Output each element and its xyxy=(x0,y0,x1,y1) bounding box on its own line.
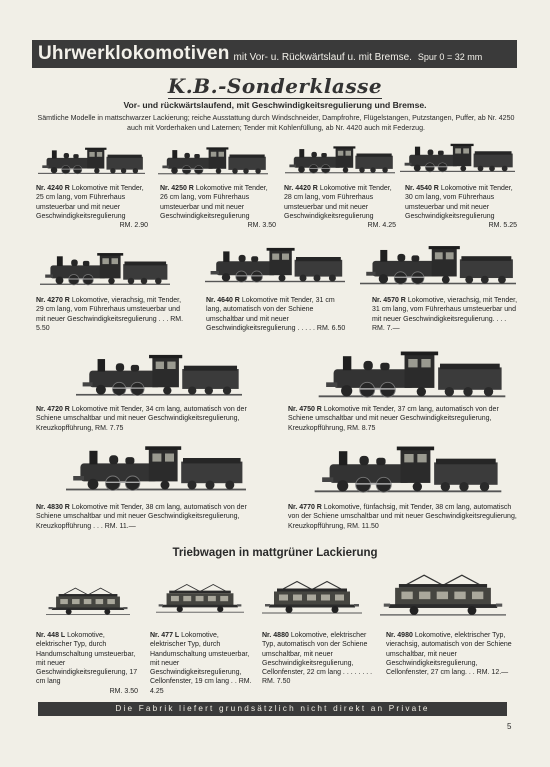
banner-title: Uhrwerklokomotiven xyxy=(38,43,230,64)
loco-image-4270 xyxy=(40,246,170,290)
loco-image-4880 xyxy=(262,572,362,624)
caption-4880: Nr. 4880 Lokomotive, elektrischer Typ, automatisch von der Schiene umschaltbar, mit neuer Geschwindigkeitsregulierung, Cellonfenster, 22 cm lang . . . . . . . . RM. 7.50 xyxy=(262,632,373,686)
caption-4570: Nr. 4570 R Lokomotive, vierachsig, mit Tender, 31 cm lang, vom Führerhaus umsteuerbar und mit neuer Geschwindigkeitsregulierung. . . . RM. 7.— xyxy=(372,297,518,332)
brand-logo: K.B.-Sonderklasse xyxy=(167,74,383,98)
caption-4270: Nr. 4270 R Lokomotive, vierachsig, mit Tender, 29 cm lang, vom Führerhaus umsteuerbar und mit neuer Geschwindigkeitsregulierung . . . RM. 5.50 xyxy=(36,297,184,332)
banner-subtitle: mit Vor- u. Rückwärtslauf u. mit Bremse. xyxy=(233,52,412,63)
intro-text: Sämtliche Modelle in mattschwarzer Lackierung; reiche Ausstattung durch Windschneider, Dampfrohre, Flügelstangen, Putzstangen, Puffer, ab Nr. 4250 auch mit Vorderhaken und Laternen; Tender mit Kohlenfüllung, ab Nr. 4420 auch mit Federzug. xyxy=(37,114,515,132)
loco-image-4540 xyxy=(400,137,515,177)
caption-4240: Nr. 4240 R Lokomotive mit Tender, 25 cm lang, vom Führerhaus umsteuerbar und mit neuer Geschwindigkeitsregulierung RM. 2.90 xyxy=(36,185,148,230)
loco-image-4420 xyxy=(285,139,395,179)
loco-image-477 xyxy=(156,575,244,623)
loco-image-4770 xyxy=(302,440,514,496)
caption-4770: Nr. 4770 R Lokomotive, fünfachsig, mit Tender, 38 cm lang, automatisch von der Schiene umschaltbar und mit neuer Geschwindigkeitsregulierung, Kreuzkopfführung, RM. 11.50 xyxy=(288,504,517,530)
title-banner xyxy=(32,40,517,68)
caption-4750: Nr. 4750 R Lokomotive mit Tender, 37 cm lang, automatisch von der Schiene umschaltbar und mit neuer Geschwindigkeitsregulierung, Kreuzkopfführung, RM. 8.75 xyxy=(288,406,499,432)
caption-4250: Nr. 4250 R Lokomotive mit Tender, 26 cm lang, vom Führerhaus umsteuerbar und mit neuer Geschwindigkeitsregulierung RM. 3.50 xyxy=(160,185,276,230)
loco-image-4750 xyxy=(312,345,512,401)
caption-4720: Nr. 4720 R Lokomotive mit Tender, 34 cm lang, automatisch von der Schiene umschaltbar und mit neuer Geschwindigkeitsregulierung, Kreuzkopfführung, RM. 7.75 xyxy=(36,406,247,432)
page-number: 5 xyxy=(507,722,512,731)
caption-4830: Nr. 4830 R Lokomotive mit Tender, 38 cm lang, automatisch von der Schiene umschaltbar und mit neuer Geschwindigkeitsregulierung, Kreuzkopfführung . . . RM. 11.— xyxy=(36,504,247,530)
caption-4640: Nr. 4640 R Lokomotive mit Tender, 31 cm lang, automatisch von der Schiene umschaltbar und mit neuer Geschwindigkeitsregulierung . . . . . RM. 6.50 xyxy=(206,297,346,332)
loco-image-4980 xyxy=(380,568,506,624)
subheading: Vor- und rückwärtslaufend, mit Geschwindigkeitsregulierung und Bremse. xyxy=(123,100,427,110)
loco-image-4570 xyxy=(360,238,516,290)
loco-image-4640 xyxy=(205,240,345,288)
loco-image-4720 xyxy=(76,348,242,400)
caption-4420: Nr. 4420 R Lokomotive mit Tender, 28 cm lang, vom Führerhaus umsteuerbar und mit neuer Geschwindigkeitsregulierung RM. 4.25 xyxy=(284,185,396,230)
caption-477: Nr. 477 L Lokomotive, elektrischer Typ, durch Handumschaltung umsteuerbar, mit neuer Geschwindigkeitsregulierung, Cellonfenster, 19 cm lang . . RM. 4.25 xyxy=(150,632,252,695)
loco-image-4240 xyxy=(38,140,145,180)
caption-4540: Nr. 4540 R Lokomotive mit Tender, 30 cm lang, vom Führerhaus umsteuerbar und mit neuer Geschwindigkeitsregulierung RM. 5.25 xyxy=(405,185,517,230)
loco-image-448 xyxy=(46,580,130,624)
banner-gauge: Spur 0 = 32 mm xyxy=(417,52,483,62)
caption-4980: Nr. 4980 Lokomotive, elektrischer Typ, vierachsig, automatisch von der Schiene umschaltbar, mit neuer Geschwindigkeitsregulierung, Cellonfenster, 27 cm lang. . . RM. 12.— xyxy=(386,632,512,677)
loco-image-4830 xyxy=(66,437,246,497)
section-title: Triebwagen in mattgrüner Lackierung xyxy=(172,547,378,559)
footer-banner: Die Fabrik liefert grundsätzlich nicht direkt an Private xyxy=(38,702,507,716)
loco-image-4250 xyxy=(158,140,268,180)
caption-448: Nr. 448 L Lokomotive, elektrischer Typ, durch Handumschaltung umsteuerbar, mit neuer Geschwindigkeitsregulierung, 17 cm lang RM. 3.50 xyxy=(36,632,138,695)
